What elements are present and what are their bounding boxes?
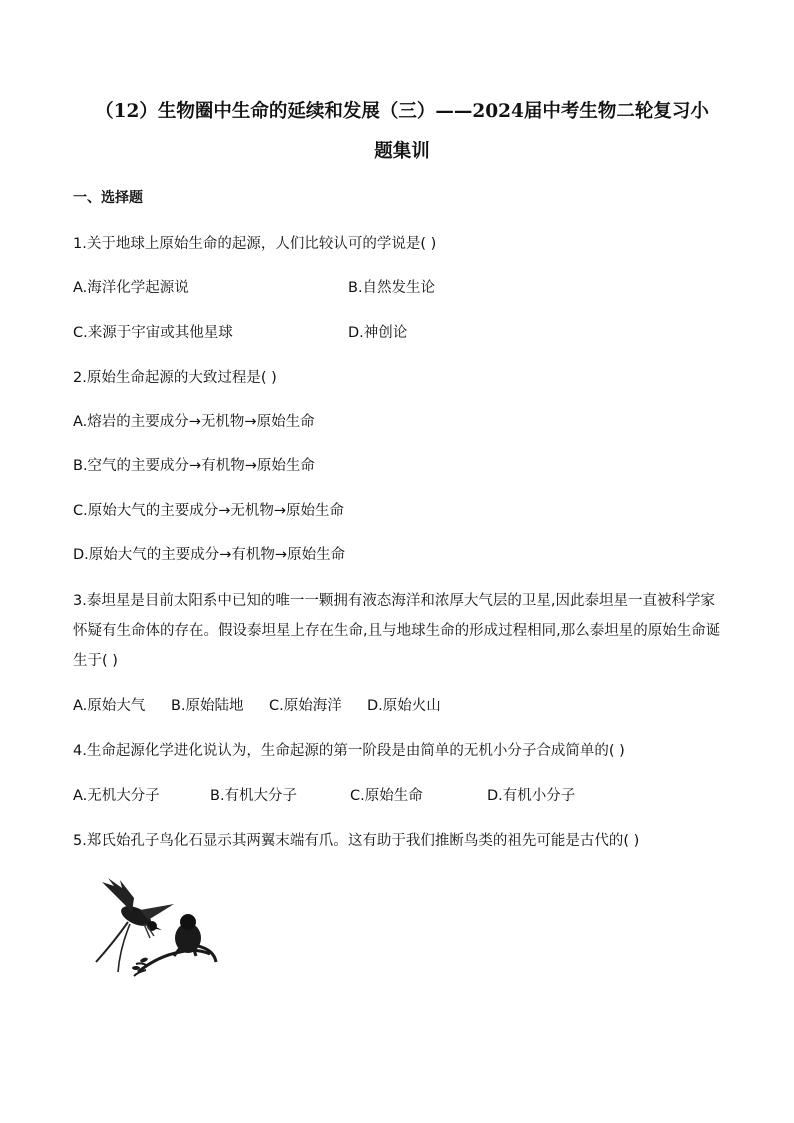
question-1-option-d: D.神创论 — [348, 325, 408, 341]
question-4-option-a: A.无机大分子 — [73, 788, 160, 804]
question-3-option-d: D.原始火山 — [367, 698, 441, 714]
question-2-option-c: C.原始大气的主要成分→无机物→原始生命 — [73, 503, 345, 519]
question-3-option-c: C.原始海洋 — [269, 698, 342, 714]
title-line-1: （12）生物圈中生命的延续和发展（三）——2024届中考生物二轮复习小 — [95, 101, 709, 122]
question-3-stem: 3.泰坦星是目前太阳系中已知的唯一一颗拥有液态海洋和浓厚大气层的卫星,因此泰坦星一直被科学家怀疑有生命体的存在。假设泰坦星上存在生命,且与地球生命的形成过程相同,那么泰坦星的原始生命诞生于( ) — [73, 593, 721, 669]
title-line-2: 题集训 — [374, 141, 430, 162]
question-1-option-c: C.来源于宇宙或其他星球 — [73, 325, 233, 341]
document-title — [70, 92, 734, 172]
question-5-stem: 5.郑氏始孔子鸟化石显示其两翼末端有爪。这有助于我们推断鸟类的祖先可能是古代的( ) — [73, 833, 640, 849]
question-4-option-b: B.有机大分子 — [210, 788, 298, 804]
question-1-stem: 1.关于地球上原始生命的起源，人们比较认可的学说是( ) — [73, 236, 437, 252]
question-3-option-b: B.原始陆地 — [171, 698, 244, 714]
question-4-option-c: C.原始生命 — [350, 788, 423, 804]
question-3-options — [73, 694, 441, 715]
question-2-option-b: B.空气的主要成分→有机物→原始生命 — [73, 458, 315, 474]
question-1-option-b: B.自然发生论 — [348, 280, 436, 296]
question-4-stem: 4.生命起源化学进化说认为，生命起源的第一阶段是由简单的无机小分子合成简单的( ) — [73, 743, 625, 759]
question-1-option-a: A.海洋化学起源说 — [73, 280, 189, 296]
question-2-option-d: D.原始大气的主要成分→有机物→原始生命 — [73, 547, 346, 563]
question-4-options — [73, 784, 575, 805]
question-2-option-a: A.熔岩的主要成分→无机物→原始生命 — [73, 414, 315, 430]
question-3-option-a: A.原始大气 — [73, 698, 146, 714]
question-2-stem: 2.原始生命起源的大致过程是( ) — [73, 370, 277, 386]
question-4-option-d: D.有机小分子 — [487, 788, 576, 804]
section-heading: 一、选择题 — [73, 190, 143, 206]
bird-and-primate-illustration-icon — [88, 876, 228, 984]
